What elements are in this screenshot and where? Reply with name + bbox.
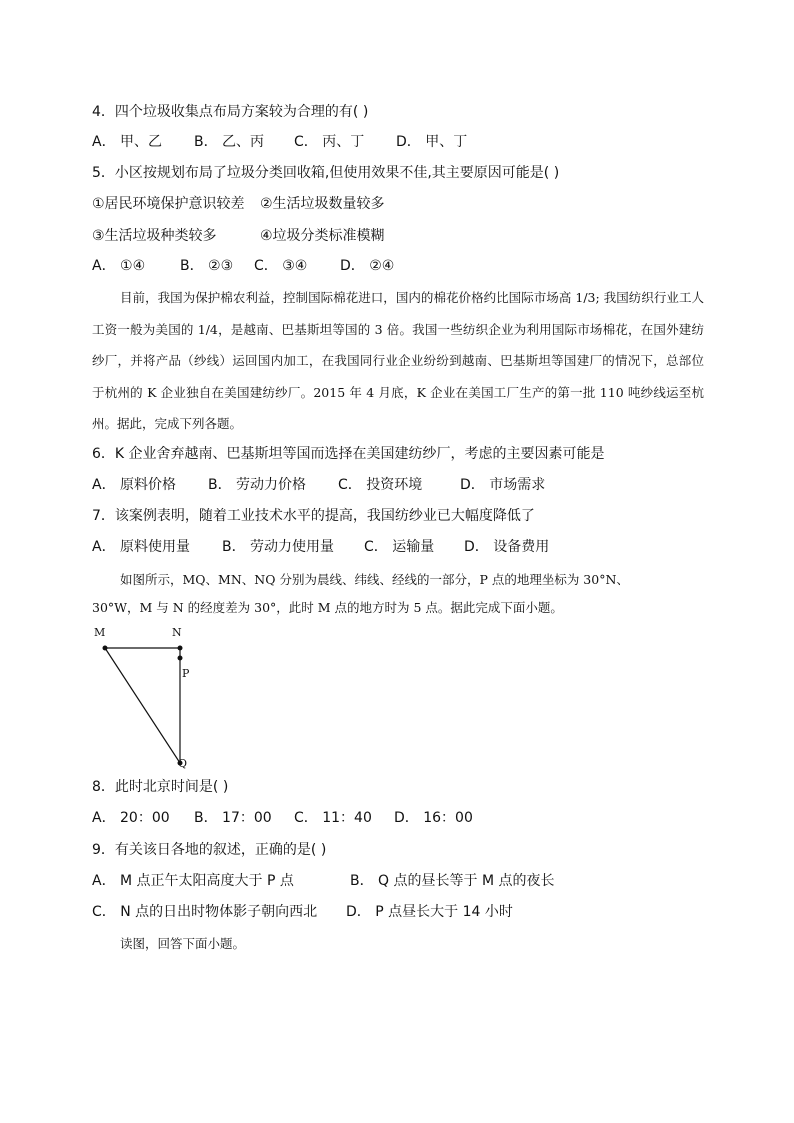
q5-option-c: C． ③④ bbox=[254, 258, 308, 274]
q5-item-1: ①居民环境保护意识较差 bbox=[92, 196, 245, 212]
label-m: M bbox=[94, 626, 106, 639]
q6-stem: 6．K 企业舍弃越南、巴基斯坦等国而选择在美国建纺纱厂，考虑的主要因素可能是 bbox=[92, 446, 605, 462]
q4-option-c: C． 丙、丁 bbox=[294, 134, 365, 150]
q5-option-b: B． ②③ bbox=[180, 258, 234, 274]
q6-option-c: C． 投资环境 bbox=[338, 477, 423, 493]
q5-items-row2 bbox=[92, 226, 385, 246]
q8-options bbox=[92, 808, 473, 828]
q6-option-d: D． 市场需求 bbox=[460, 477, 546, 493]
passage-cotton: 目前，我国为保护棉农利益，控制国际棉花进口，国内的棉花价格约比国际市场高 1/3; 我国纺织行业工人工资一般为美国的 1/4，是越南、巴基斯坦等国的 3 倍。我国一些纺织企业为利用国际市场棉花，在国外建纺纱厂，并将产品（纱线）运回国内加工，在我国同行业企业纷纷到越南、巴基斯坦等国建厂的情况下，总部位于杭州的 K 企业独自在美国建纺纱厂。2015 年 4 月底，K 企业在美国工厂生产的第一批 110 吨纱线运至杭州。据此，完成下列各题。 bbox=[92, 290, 704, 431]
line-mq bbox=[105, 648, 180, 763]
q9-stem: 9．有关该日各地的叙述，正确的是( ) bbox=[92, 842, 327, 858]
q4-option-b: B． 乙、丙 bbox=[194, 134, 265, 150]
q7-options bbox=[92, 537, 549, 557]
q8-stem: 8．此时北京时间是( ) bbox=[92, 779, 229, 795]
q8-option-a: A． 20：00 bbox=[92, 810, 170, 826]
point-m bbox=[103, 646, 108, 651]
q8-option-b: B． 17：00 bbox=[194, 810, 272, 826]
q7-option-c: C． 运输量 bbox=[364, 539, 435, 555]
point-n bbox=[178, 646, 183, 651]
q9-option-a: A． M 点正午太阳高度大于 P 点 bbox=[92, 873, 294, 889]
q9-option-d: D． P 点昼长大于 14 小时 bbox=[346, 904, 513, 920]
q5-items-row1 bbox=[92, 194, 385, 214]
q5-stem: 5．小区按规划布局了垃圾分类回收箱,但使用效果不佳,其主要原因可能是( ) bbox=[92, 165, 560, 181]
q7-option-b: B． 劳动力使用量 bbox=[222, 539, 335, 555]
q5-item-4: ④垃圾分类标准模糊 bbox=[260, 228, 385, 244]
closing-instruction: 读图，回答下面小题。 bbox=[120, 936, 246, 951]
q8-option-c: C． 11：40 bbox=[294, 810, 372, 826]
q8-option-d: D． 16：00 bbox=[394, 810, 473, 826]
q7-stem: 7．该案例表明，随着工业技术水平的提高，我国纺纱业已大幅度降低了 bbox=[92, 508, 535, 524]
q5-item-3: ③生活垃圾种类较多 bbox=[92, 228, 217, 244]
q9-option-b: B． Q 点的昼长等于 M 点的夜长 bbox=[350, 873, 555, 889]
q9-options-row2 bbox=[92, 902, 513, 922]
q5-options bbox=[92, 256, 394, 276]
q9-options-row1 bbox=[92, 871, 555, 891]
q4-stem: 4．四个垃圾收集点布局方案较为合理的有( ) bbox=[92, 104, 369, 120]
terminator-diagram bbox=[90, 622, 200, 772]
label-p: P bbox=[182, 667, 190, 680]
q5-option-a: A． ①④ bbox=[92, 258, 146, 274]
q9-option-c: C． N 点的日出时物体影子朝向西北 bbox=[92, 904, 318, 920]
q4-options bbox=[92, 132, 467, 152]
q6-options bbox=[92, 475, 545, 495]
q5-item-2: ②生活垃圾数量较多 bbox=[260, 196, 385, 212]
q7-option-a: A． 原料使用量 bbox=[92, 539, 191, 555]
q4-option-d: D． 甲、丁 bbox=[396, 134, 468, 150]
q5-option-d: D． ②④ bbox=[340, 258, 395, 274]
passage-terminator-line2: 30°W，M 与 N 的经度差为 30°，此时 M 点的地方时为 5 点。据此完成下面小题。 bbox=[92, 600, 563, 615]
point-p bbox=[178, 656, 183, 661]
q7-option-d: D． 设备费用 bbox=[464, 539, 550, 555]
q6-option-a: A． 原料价格 bbox=[92, 477, 177, 493]
label-n: N bbox=[172, 626, 182, 639]
passage-terminator-line1: 如图所示，MQ、MN、NQ 分别为晨线、纬线、经线的一部分，P 点的地理坐标为 30°N、 bbox=[120, 572, 629, 587]
q4-option-a: A． 甲、乙 bbox=[92, 134, 163, 150]
label-q: Q bbox=[178, 757, 188, 770]
q6-option-b: B． 劳动力价格 bbox=[208, 477, 307, 493]
